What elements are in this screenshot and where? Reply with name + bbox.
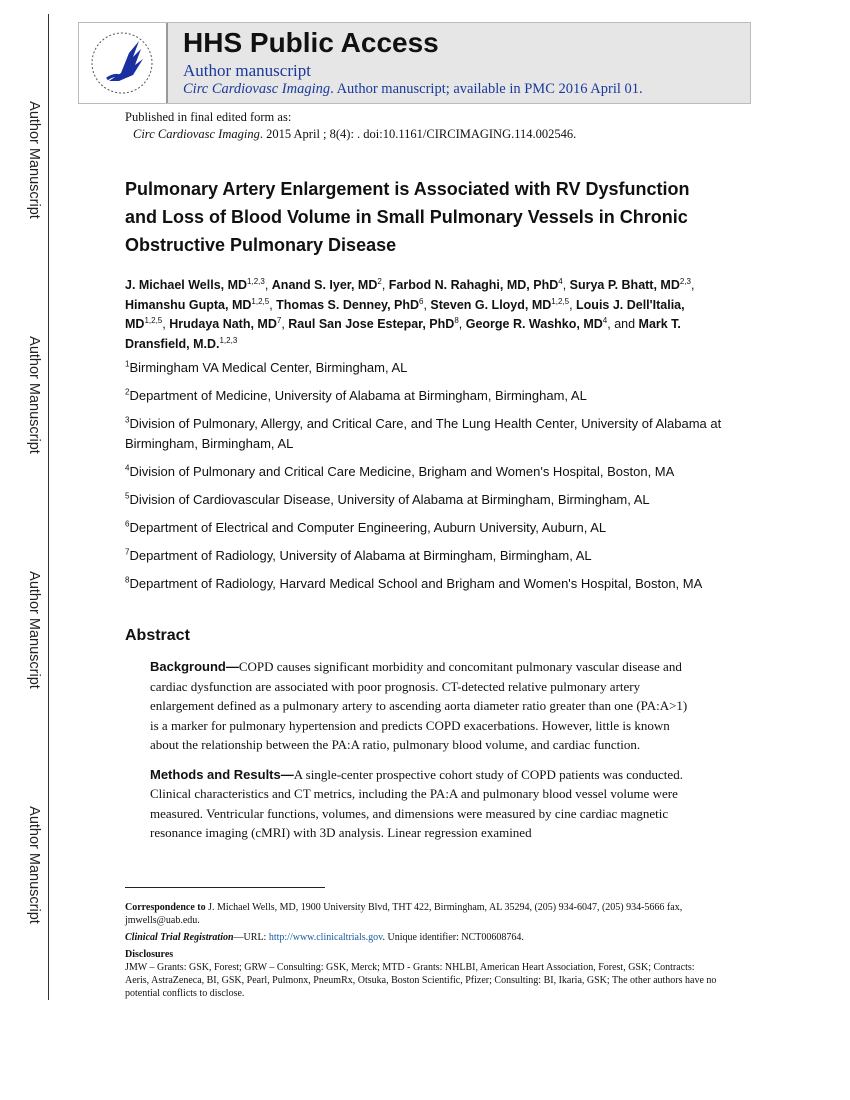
published-info: Published in final edited form as: Circ Cardiovasc Imaging. 2015 April ; 8(4): . doi:10.1161/CIRCIMAGING.114.002546. [125,110,577,141]
author-manuscript-subtitle: Author manuscript [183,61,311,80]
author: Raul San Jose Estepar, PhD$^8$ [288,315,459,331]
author: J. Michael Wells, MD$^{1,2,3}$ [125,276,265,292]
abstract-methods: Methods and Results—A single-center prospective cohort study of COPD patients was conducted. Clinical characteristics and CT metrics, including the PA:A and pulmonary blood vessel volume were measured. Ventricular functions, volumes, and dimensions were measured by cine cardiac magnetic resonance imaging (cMRI) with 3D analysis. Linear regression examined [150,766,683,840]
affiliation: $^6$Department of Electrical and Computer Engineering, Auburn University, Auburn, AL [125,519,607,535]
affiliation: $^8$Department of Radiology, Harvard Medical School and Brigham and Women's Hospital, Boston, MA [125,575,703,591]
affiliation: $^3$Division of Pulmonary, Allergy, and Critical Care, and The Lung Health Center, University of Alabama at Birmingham, Birmingham, AL [125,415,722,451]
author-manuscript-label: Author Manuscript [26,336,42,454]
abstract-body [150,657,698,853]
author-manuscript-label: Author Manuscript [26,571,42,689]
correspondence: Correspondence to J. Michael Wells, MD, 1900 University Blvd, THT 422, Birmingham, AL 35294, (205) 934-6047, (205) 934-5666 fax, jmwells@uab.edu. [125,902,683,926]
author-list: J. Michael Wells, MD$^{1,2,3}$, Anand S. Iyer, $MD^2$, Farbod N. Rahaghi, MD, PhD$^4$, Surya P. Bhatt, MD$^{2,3}$, Himanshu Gupta, MD$^{1,2,5}$, Thomas S. Denney, PhD$^6$, Steven G. Lloyd, MD$^{1,2,5}$, Louis J. Dell'Italia, MD$^{1,2,5}$, Hrudaya Nath, $MD^7$, Raul San Jose Estepar, PhD$^8$, George R. Washko, $MD^4$, and Mark T. Dransfield, M.D.$^{1,2,3}$ [125,276,695,351]
hhs-header [78,22,751,104]
affiliations [125,358,725,602]
footnote-rule [125,887,325,888]
affiliation: $^5$Division of Cardiovascular Disease, University of Alabama at Birmingham, Birmingham, AL [125,491,650,507]
author: George R. Washko, $MD^4$ [465,315,608,331]
affiliation: $^2$Department of Medicine, University of Alabama at Birmingham, Birmingham, AL [125,387,587,403]
author: Anand S. Iyer, $MD^2$ [271,276,382,292]
author: Himanshu Gupta, MD$^{1,2,5}$ [125,296,270,312]
author-manuscript-label: Author Manuscript [26,806,42,924]
author: Farbod N. Rahaghi, MD, PhD$^4$ [388,276,563,292]
clinicaltrials-link[interactable]: http://www.clinicaltrials.gov [268,932,383,943]
author: Louis J. Dell'Italia, MD$^{1,2,5}$ [125,297,685,331]
margin-line [48,14,49,1000]
journal-availability: Circ Cardiovasc Imaging. Author manuscript; available in PMC 2016 April 01. [183,81,643,97]
trial-registration: Clinical Trial Registration—URL: http://www.clinicaltrials.gov. Unique identifier: NCT00608764. [125,932,524,943]
author: Thomas S. Denney, PhD$^6$ [276,296,424,312]
abstract-background: Background—COPD causes significant morbidity and concomitant pulmonary vascular disease and cardiac dysfunction are associated with poor prognosis. CT-detected relative pulmonary artery enlargement defined as a pulmonary artery to ascending aorta diameter ratio greater than one (PA:A>1) is a marker for pulmonary hypertension and predicts COPD exacerbations. However, little is known about the relationship between the PA:A ratio, pulmonary blood volume, and cardiac function. [150,659,688,752]
author: Mark T. Dransfield, M.D.$^{1,2,3}$ [125,317,681,351]
footnotes [125,901,720,1000]
author-manuscript-label: Author Manuscript [26,101,42,219]
author: Surya P. Bhatt, MD$^{2,3}$ [569,276,691,292]
hhs-logo-icon [79,23,168,103]
affiliation: $^7$Department of Radiology, University of Alabama at Birmingham, Birmingham, AL [125,547,592,563]
disclosures: Disclosures JMW – Grants: GSK, Forest; GRW – Consulting: GSK, Merck; MTD - Grants: NHLBI, American Heart Association, Forest, GSK; Contracts: Aeris, AstraZeneca, BI, GSK, Pearl, Pulmonx, PneumRx, Otsuka, Boston Scientific, Pfizer; Consulting: BI, Ikaria, GSK; The other authors have no potential conflicts to disclose. [125,949,717,999]
paper-title: Pulmonary Artery Enlargement is Associated with RV Dysfunction and Loss of Blood Volume in Small Pulmonary Vessels in Chronic Obstructive Pulmonary Disease [125,179,690,255]
affiliation: $^4$Division of Pulmonary and Critical Care Medicine, Brigham and Women's Hospital, Boston, MA [125,463,675,479]
author: Hrudaya Nath, $MD^7$ [169,315,282,331]
author: Steven G. Lloyd, MD$^{1,2,5}$ [430,296,570,312]
hhs-title: HHS Public Access [183,27,439,58]
affiliation: $^1$Birmingham VA Medical Center, Birmingham, AL [125,359,408,375]
abstract-heading: Abstract [125,627,190,644]
